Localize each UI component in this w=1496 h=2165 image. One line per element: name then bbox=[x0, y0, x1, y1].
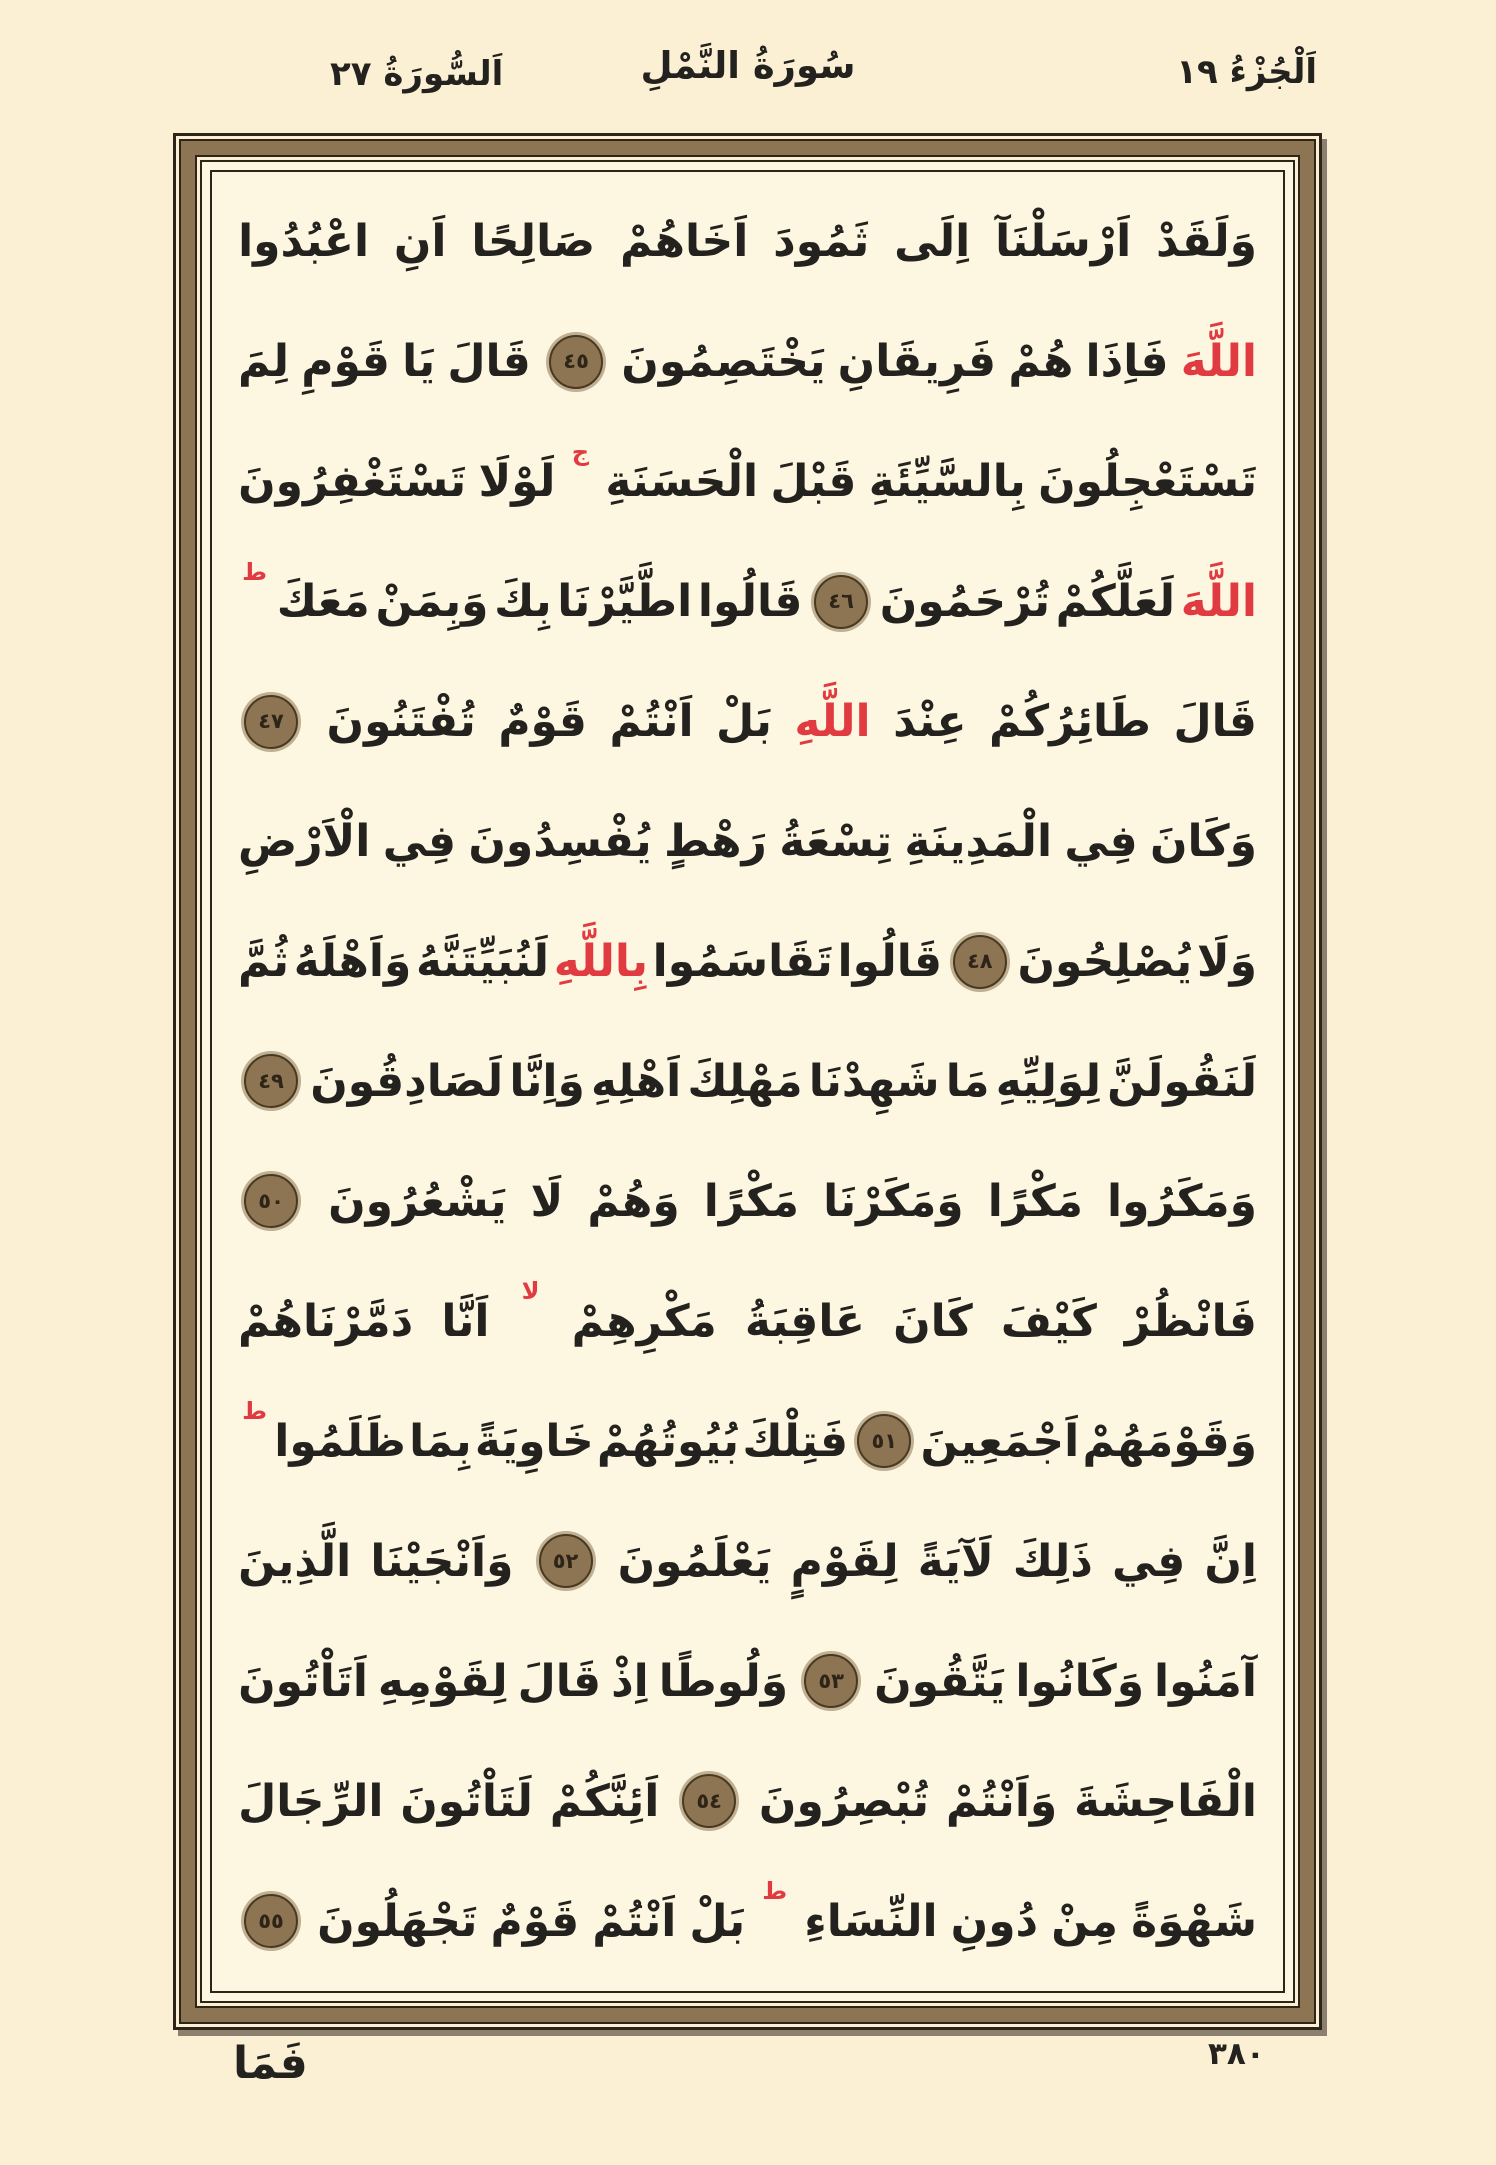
quran-line bbox=[238, 422, 1257, 542]
quran-word: اَهْلِهِ bbox=[590, 1055, 682, 1107]
quran-word: اعْبُدُوا bbox=[238, 216, 370, 268]
quran-word: لَعَلَّكُمْ bbox=[1055, 576, 1176, 628]
quran-word: الْمَدِينَةِ bbox=[904, 816, 1053, 868]
quran-word: لَصَادِقُونَ bbox=[310, 1055, 504, 1107]
quran-word: فِي bbox=[1064, 816, 1138, 868]
allah-word: اللَّهَ bbox=[1180, 336, 1257, 388]
verse-marker-rosette bbox=[244, 1174, 298, 1228]
verse-number: ٥٣ bbox=[818, 1668, 844, 1693]
quran-word: اَنْتُمْ bbox=[609, 696, 694, 748]
page-number: ٣٨٠ bbox=[1208, 2036, 1265, 2072]
quran-word: اَرْسَلْنَآ bbox=[995, 216, 1132, 268]
quran-word: اَئِنَّكُمْ bbox=[549, 1775, 660, 1827]
quran-word: قَوْمٌ bbox=[498, 696, 587, 748]
quran-word: اِذْ bbox=[611, 1655, 649, 1707]
quran-word: بُيُوتُهُمْ bbox=[596, 1415, 740, 1467]
quran-word: تُرْحَمُونَ bbox=[879, 576, 1050, 628]
verse-marker-rosette bbox=[244, 695, 298, 749]
quran-word: النِّسَاءِ bbox=[804, 1895, 938, 1947]
quran-word: وَلَقَدْ bbox=[1156, 216, 1257, 268]
quran-line bbox=[238, 662, 1257, 782]
quran-word: لِقَوْمٍ bbox=[790, 1535, 899, 1587]
quran-line bbox=[238, 1141, 1257, 1261]
quran-word: اَنَّا bbox=[441, 1295, 490, 1347]
quran-word: تِسْعَةُ bbox=[779, 816, 893, 868]
quran-word: بَلْ bbox=[716, 696, 772, 748]
quran-word: رَهْطٍ bbox=[663, 816, 767, 868]
quran-word: اَخَاهُمْ bbox=[619, 216, 749, 268]
juz-label: اَلْجُزْءُ ١٩ bbox=[1176, 52, 1317, 92]
quran-word: بِمَا bbox=[409, 1415, 472, 1467]
verse-marker-rosette bbox=[953, 935, 1007, 989]
quran-line bbox=[238, 1381, 1257, 1501]
quran-word: يَعْلَمُونَ bbox=[617, 1535, 772, 1587]
verse-number: ٤٥ bbox=[563, 349, 589, 374]
quran-word: ثُمَّ bbox=[238, 936, 290, 988]
quran-word: فِي bbox=[382, 816, 457, 868]
quran-word: يَتَّقُونَ bbox=[874, 1655, 1006, 1707]
quran-word: فَتِلْكَ bbox=[742, 1415, 849, 1467]
ornamental-border bbox=[173, 133, 1322, 2030]
verse-number: ٤٦ bbox=[828, 589, 854, 614]
quran-word: وَكَانُوا bbox=[1015, 1655, 1145, 1707]
verse-marker-rosette bbox=[549, 335, 603, 389]
quran-word: يَا bbox=[402, 336, 436, 388]
verse-marker-rosette bbox=[244, 1054, 298, 1108]
verse-number: ٥٥ bbox=[258, 1908, 284, 1933]
verse-number: ٤٩ bbox=[258, 1068, 284, 1093]
quran-word: مَكْرًا bbox=[703, 1175, 800, 1227]
quran-line bbox=[238, 542, 1257, 662]
quran-word: لَتَاْتُونَ bbox=[400, 1775, 533, 1827]
quran-word: يَشْعُرُونَ bbox=[328, 1175, 507, 1227]
verse-number: ٥٠ bbox=[258, 1188, 284, 1213]
quran-word: قَالَ bbox=[447, 336, 531, 388]
quran-word: لِوَلِيِّهِ bbox=[995, 1055, 1101, 1107]
quran-line bbox=[238, 1022, 1257, 1142]
frame-inner-gap bbox=[200, 160, 1295, 2003]
stop-mark: ط bbox=[242, 1397, 267, 1426]
quran-word: قَالَ bbox=[1173, 696, 1257, 748]
quran-word: دَمَّرْنَاهُمْ bbox=[238, 1295, 414, 1347]
quran-word: وَقَوْمَهُمْ bbox=[1082, 1415, 1257, 1467]
quran-word: تَقَاسَمُوا bbox=[652, 936, 833, 988]
stop-mark: ج bbox=[571, 437, 589, 466]
quran-word: فَرِيقَانِ bbox=[837, 336, 997, 388]
quran-word: ثَمُودَ bbox=[773, 216, 870, 268]
quran-word: لَنُبَيِّتَنَّهُ bbox=[416, 936, 550, 988]
quran-word: الْاَرْضِ bbox=[238, 816, 371, 868]
verse-number: ٥١ bbox=[871, 1428, 898, 1453]
quran-word: هُمْ bbox=[1008, 336, 1074, 388]
stop-mark: ط bbox=[762, 1877, 788, 1906]
quran-word: مَا bbox=[945, 1055, 990, 1107]
verse-number: ٥٤ bbox=[696, 1788, 722, 1813]
quran-word: تَسْتَغْفِرُونَ bbox=[238, 456, 467, 508]
quran-word: دُونِ bbox=[950, 1895, 1039, 1947]
quran-word: وَاَنْجَيْنَا bbox=[370, 1535, 514, 1587]
quran-word: وَهُمْ bbox=[587, 1175, 680, 1227]
quran-word: وَمَكَرُوا bbox=[1107, 1175, 1257, 1227]
quran-word: اَجْمَعِينَ bbox=[920, 1415, 1080, 1467]
quran-word: اَتَاْتُونَ bbox=[238, 1655, 368, 1707]
quran-word: مَكْرًا bbox=[987, 1175, 1083, 1227]
quran-word: قَالَ bbox=[517, 1655, 602, 1707]
quran-word: شَهْوَةً bbox=[1131, 1895, 1257, 1947]
allah-word: بِاللَّهِ bbox=[553, 936, 648, 988]
surah-number-label: اَلسُّورَةُ ٢٧ bbox=[330, 54, 504, 94]
quran-word: بَلْ bbox=[689, 1895, 746, 1947]
quran-word: قَبْلَ bbox=[770, 456, 857, 508]
frame-brown-band bbox=[179, 139, 1316, 2024]
quran-word: ظَلَمُوا bbox=[274, 1415, 406, 1467]
quran-word: بِكَ bbox=[494, 576, 552, 628]
verse-number: ٤٧ bbox=[258, 709, 284, 734]
quran-word: خَاوِيَةً bbox=[474, 1415, 594, 1467]
quran-word: وَمَكَرْنَا bbox=[823, 1175, 964, 1227]
quran-word: الَّذِينَ bbox=[238, 1535, 352, 1587]
verse-marker-rosette bbox=[804, 1654, 858, 1708]
quran-line bbox=[238, 1501, 1257, 1621]
verse-marker-rosette bbox=[682, 1774, 736, 1828]
quran-word: وَكَانَ bbox=[1149, 816, 1257, 868]
quran-word: لَوْلَا bbox=[478, 456, 556, 508]
quran-text-block bbox=[212, 172, 1283, 1991]
frame-gap bbox=[195, 155, 1300, 2008]
stop-mark: لا bbox=[521, 1277, 540, 1306]
verse-number: ٥٢ bbox=[552, 1548, 579, 1573]
quran-line bbox=[238, 902, 1257, 1022]
quran-word: الرِّجَالَ bbox=[238, 1775, 384, 1827]
quran-word: لِمَ bbox=[238, 336, 290, 388]
quran-word: لَا bbox=[530, 1175, 564, 1227]
quran-word: قَوْمِ bbox=[301, 336, 390, 388]
quran-word: وَلَا bbox=[1196, 936, 1257, 988]
quran-word: يَخْتَصِمُونَ bbox=[621, 336, 826, 388]
quran-word: فَاِذَا bbox=[1085, 336, 1169, 388]
quran-word: مِنْ bbox=[1051, 1895, 1119, 1947]
quran-word: وَلُوطًا bbox=[658, 1655, 789, 1707]
quran-word: يُصْلِحُونَ bbox=[1017, 936, 1193, 988]
frame-inner-line bbox=[210, 170, 1285, 1993]
quran-word: اَنْتُمْ bbox=[592, 1895, 677, 1947]
quran-line bbox=[238, 1261, 1257, 1381]
quran-word: وَاَنْتُمْ bbox=[945, 1775, 1058, 1827]
quran-word: قَوْمٌ bbox=[490, 1895, 580, 1947]
surah-title: سُورَةُ النَّمْلِ bbox=[640, 44, 856, 87]
allah-word: اللَّهَ bbox=[1180, 576, 1257, 628]
quran-word: تُفْتَنُونَ bbox=[326, 696, 476, 748]
quran-word: مَكْرِهِمْ bbox=[571, 1295, 717, 1347]
quran-word: يُفْسِدُونَ bbox=[468, 816, 652, 868]
quran-word: تَسْتَعْجِلُونَ bbox=[1038, 456, 1257, 508]
verse-marker-rosette bbox=[244, 1894, 298, 1948]
quran-word: قَالُوا bbox=[697, 576, 803, 628]
quran-word: فِي bbox=[1111, 1535, 1186, 1587]
quran-word: لَنَقُولَنَّ bbox=[1107, 1055, 1257, 1107]
quran-word: تَجْهَلُونَ bbox=[317, 1895, 478, 1947]
quran-word: آمَنُوا bbox=[1154, 1655, 1257, 1707]
quran-line bbox=[238, 1861, 1257, 1981]
quran-word: عَاقِبَةُ bbox=[744, 1295, 865, 1347]
quran-word: مَعَكَ bbox=[276, 576, 370, 628]
quran-word: شَهِدْنَا bbox=[808, 1055, 940, 1107]
quran-line bbox=[238, 1621, 1257, 1741]
quran-word: فَانْظُرْ bbox=[1124, 1295, 1257, 1347]
stop-mark: ط bbox=[242, 557, 268, 586]
quran-word: وَاِنَّا bbox=[509, 1055, 585, 1107]
allah-word: اللَّهِ bbox=[794, 696, 871, 748]
verse-marker-rosette bbox=[857, 1414, 911, 1468]
quran-word: كَانَ bbox=[893, 1295, 973, 1347]
verse-marker-rosette bbox=[539, 1534, 593, 1588]
verse-marker-rosette bbox=[814, 575, 868, 629]
quran-word: كَيْفَ bbox=[1000, 1295, 1097, 1347]
quran-word: اطَّيَّرْنَا bbox=[557, 576, 693, 628]
quran-word: بِالسَّيِّئَةِ bbox=[868, 456, 1026, 508]
quran-word: صَالِحًا bbox=[471, 216, 596, 268]
quran-line bbox=[238, 1741, 1257, 1861]
quran-word: لِقَوْمِهِ bbox=[377, 1655, 508, 1707]
verse-number: ٤٨ bbox=[966, 949, 993, 974]
quran-word: وَاَهْلَهُ bbox=[293, 936, 412, 988]
quran-word: عِنْدَ bbox=[893, 696, 967, 748]
quran-word: مَهْلِكَ bbox=[687, 1055, 803, 1107]
quran-word: اِنَّ bbox=[1204, 1535, 1257, 1587]
quran-word: اَنِ bbox=[393, 216, 447, 268]
quran-word: طَائِرُكُمْ bbox=[989, 696, 1151, 748]
quran-word: الْحَسَنَةِ bbox=[605, 456, 759, 508]
quran-word: وَبِمَنْ bbox=[375, 576, 489, 628]
quran-line bbox=[238, 182, 1257, 302]
quran-line bbox=[238, 302, 1257, 422]
quran-word: الْفَاحِشَةَ bbox=[1074, 1775, 1257, 1827]
quran-word: تُبْصِرُونَ bbox=[758, 1775, 930, 1827]
quran-word: قَالُوا bbox=[837, 936, 943, 988]
quran-word: لَآيَةً bbox=[917, 1535, 994, 1587]
quran-word: ذَلِكَ bbox=[1012, 1535, 1093, 1587]
quran-word: اِلَى bbox=[894, 216, 971, 268]
catchword: فَمَا bbox=[233, 2038, 308, 2089]
quran-line bbox=[238, 782, 1257, 902]
